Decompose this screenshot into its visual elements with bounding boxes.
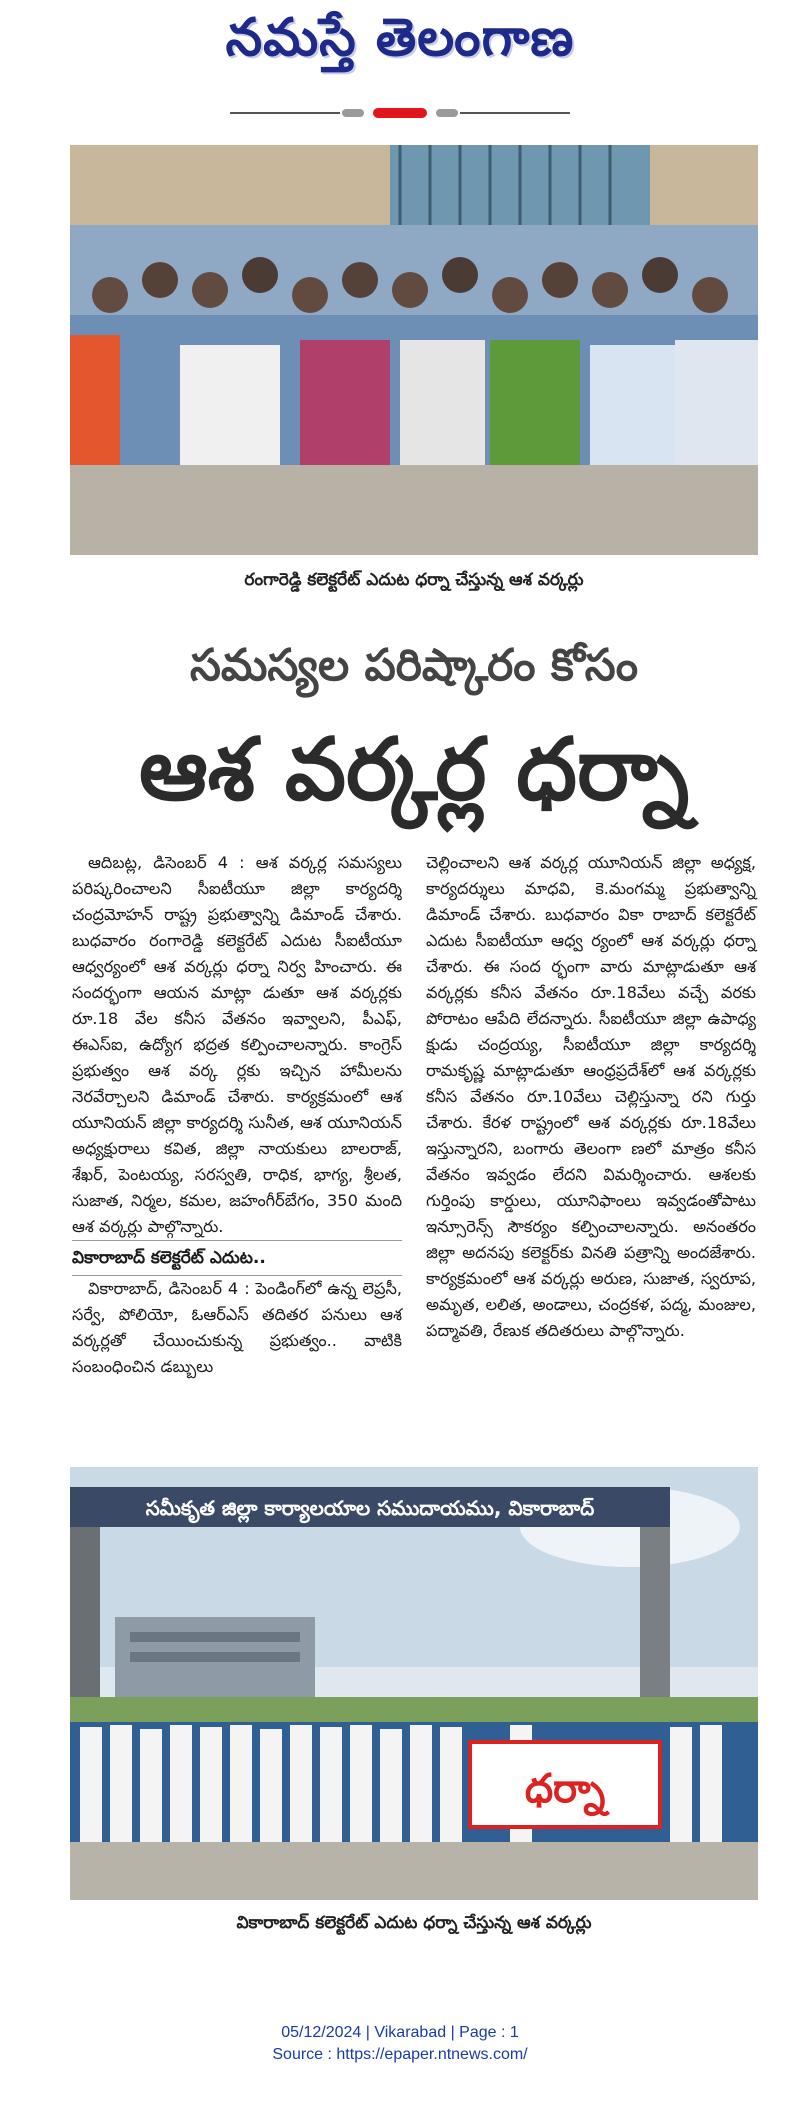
footer-source: Source : https://epaper.ntnews.com/	[272, 2046, 528, 2063]
article-paragraph: చెల్లించాలని ఆశ వర్కర్ల యూనియన్ జిల్లా అధ్యక్ష, కార్యదర్శులు మాధవి, కె.మంగమ్మ ప్రభుత్వాన్ని డిమాండ్ చేశారు. బుధవారం వికా రాబాద్ కలెక్టరేట్ ఎదుట సీఐటీయూ ఆధ్వ ర్యంలో ఆశ వర్కర్లు ధర్నా చేశారు. ఈ సంద ర్భంగా వారు మాట్లాడుతూ ఆశ వర్కర్లకు కనీస వేతనం రూ.18వేలు వచ్చే వరకు పోరాటం ఆపేది లేదన్నారు. సీఐటీయూ జిల్లా ఉపాధ్య క్షుడు చంద్రయ్య, సీఐటీయూ జిల్లా కార్యదర్శి రామకృష్ణ మాట్లాడుతూ ఆంధ్రప్రదేశ్‌లో ఆశ వర్కర్లకు కనీస వేతనం రూ.10వేలు చెల్లిస్తున్నా రని గుర్తు చేశారు. కేరళ రాష్ట్రంలో ఆశ వర్కర్లకు రూ.18వేలు ఇస్తున్నారని, బంగారు తెలంగా ణలో మాత్రం కనీస వేతనం ఇవ్వడం లేదని విమర్శించారు. ఆశలకు గుర్తింపు కార్డులు, యూనిఫాంలు ఇవ్వడంతోపాటు ఇన్సూరెన్స్ సౌకర్యం కల్పించాలన్నారు. అనంతరం జిల్లా అదనపు కలెక్టర్‌కు వినతి పత్రాన్ని అందజేశారు. కార్యక్రమంలో ఆశ వర్కర్లు అరుణ, సుజాత, స్వరూప, అమృత, లలిత, అండాలు, చంద్రకళ, పద్మ, మంజుల, పద్మావతి, రేణుక తదితరులు పాల్గొన్నారు.	[426, 853, 756, 1340]
article-column-2	[426, 850, 756, 1344]
page-footer	[0, 2022, 800, 2066]
banner-text: ధర్నా	[524, 1766, 606, 1812]
article-kicker: సమస్యల పరిష్కారం కోసం	[189, 640, 639, 691]
article-paragraph: వికారాబాద్, డిసెంబర్ 4 : పెండింగ్‌లో ఉన్న లెప్రసీ, సర్వే, పోలియో, ఓఆర్ఎస్ తదితర పనులు ఆశ వర్కర్లతో చేయించుకున్న ప్రభుత్వం.. వాటికి సంబంధించిన డబ్బులు	[72, 1279, 402, 1376]
masthead-divider	[230, 107, 570, 119]
article-subhead: వికారాబాద్ కలెక్టరేట్ ఎదుట..	[72, 1240, 402, 1276]
gate-sign-text: సమీకృత జిల్లా కార్యాలయాల సముదాయము, వికారాబాద్	[145, 1496, 595, 1520]
protest-photo-vikarabad	[70, 1467, 758, 1900]
photo2-caption: వికారాబాద్ కలెక్టరేట్ ఎదుట ధర్నా చేస్తున్న ఆశ వర్కర్లు	[236, 1913, 592, 1933]
protest-photo-rangareddy	[70, 145, 758, 555]
article-paragraph: ఆదిబట్ల, డిసెంబర్ 4 : ఆశ వర్కర్ల సమస్యలు పరిష్కరించాలని సీఐటీయూ జిల్లా కార్యదర్శి చంద్రమోహన్ రాష్ట్ర ప్రభుత్వాన్ని డిమాండ్ చేశారు. బుధవారం రంగారెడ్డి కలెక్టరేట్ ఎదుట సీఐటీయూ ఆధ్వర్యంలో ఆశ వర్కర్లు ధర్నా నిర్వ హించారు. ఈ సందర్భంగా ఆయన మాట్లా డుతూ ఆశ వర్కర్లకు రూ.18 వేల కనీస వేతనం ఇవ్వాలని, పీఎఫ్, ఈఎస్ఐ, ఉద్యోగ భద్రత కల్పించాలన్నారు. కాంగ్రెస్ ప్రభుత్వం ఆశ వర్క ర్లకు ఇచ్చిన హామీలను నెరవేర్చాలని డిమాండ్ చేశారు. కార్యక్రమంలో ఆశ యూనియన్ జిల్లా కార్యదర్శి సునీత, ఆశ యూనియన్ అధ్యక్షురాలు కవిత, జిల్లా నాయకులు బాలరాజ్, శేఖర్, పెంటయ్య, సరస్వతి, రాధిక, భాగ్య, శ్రీలత, సుజాత, నిర్మల, కమల, జహంగీర్‌బేగం, 350 మంది ఆశ వర్కర్లు పాల్గొన్నారు.	[72, 853, 402, 1236]
article-column-1	[72, 850, 402, 1380]
footer-date-edition: 05/12/2024 | Vikarabad | Page : 1	[281, 2024, 519, 2041]
article-headline: ఆశ వర్కర్ల ధర్నా	[138, 720, 690, 820]
masthead-title: నమస్తే తెలంగాణ	[225, 8, 575, 68]
photo1-caption: రంగారెడ్డి కలెక్టరేట్ ఎదుట ధర్నా చేస్తున్న ఆశ వర్కర్లు	[244, 570, 584, 590]
